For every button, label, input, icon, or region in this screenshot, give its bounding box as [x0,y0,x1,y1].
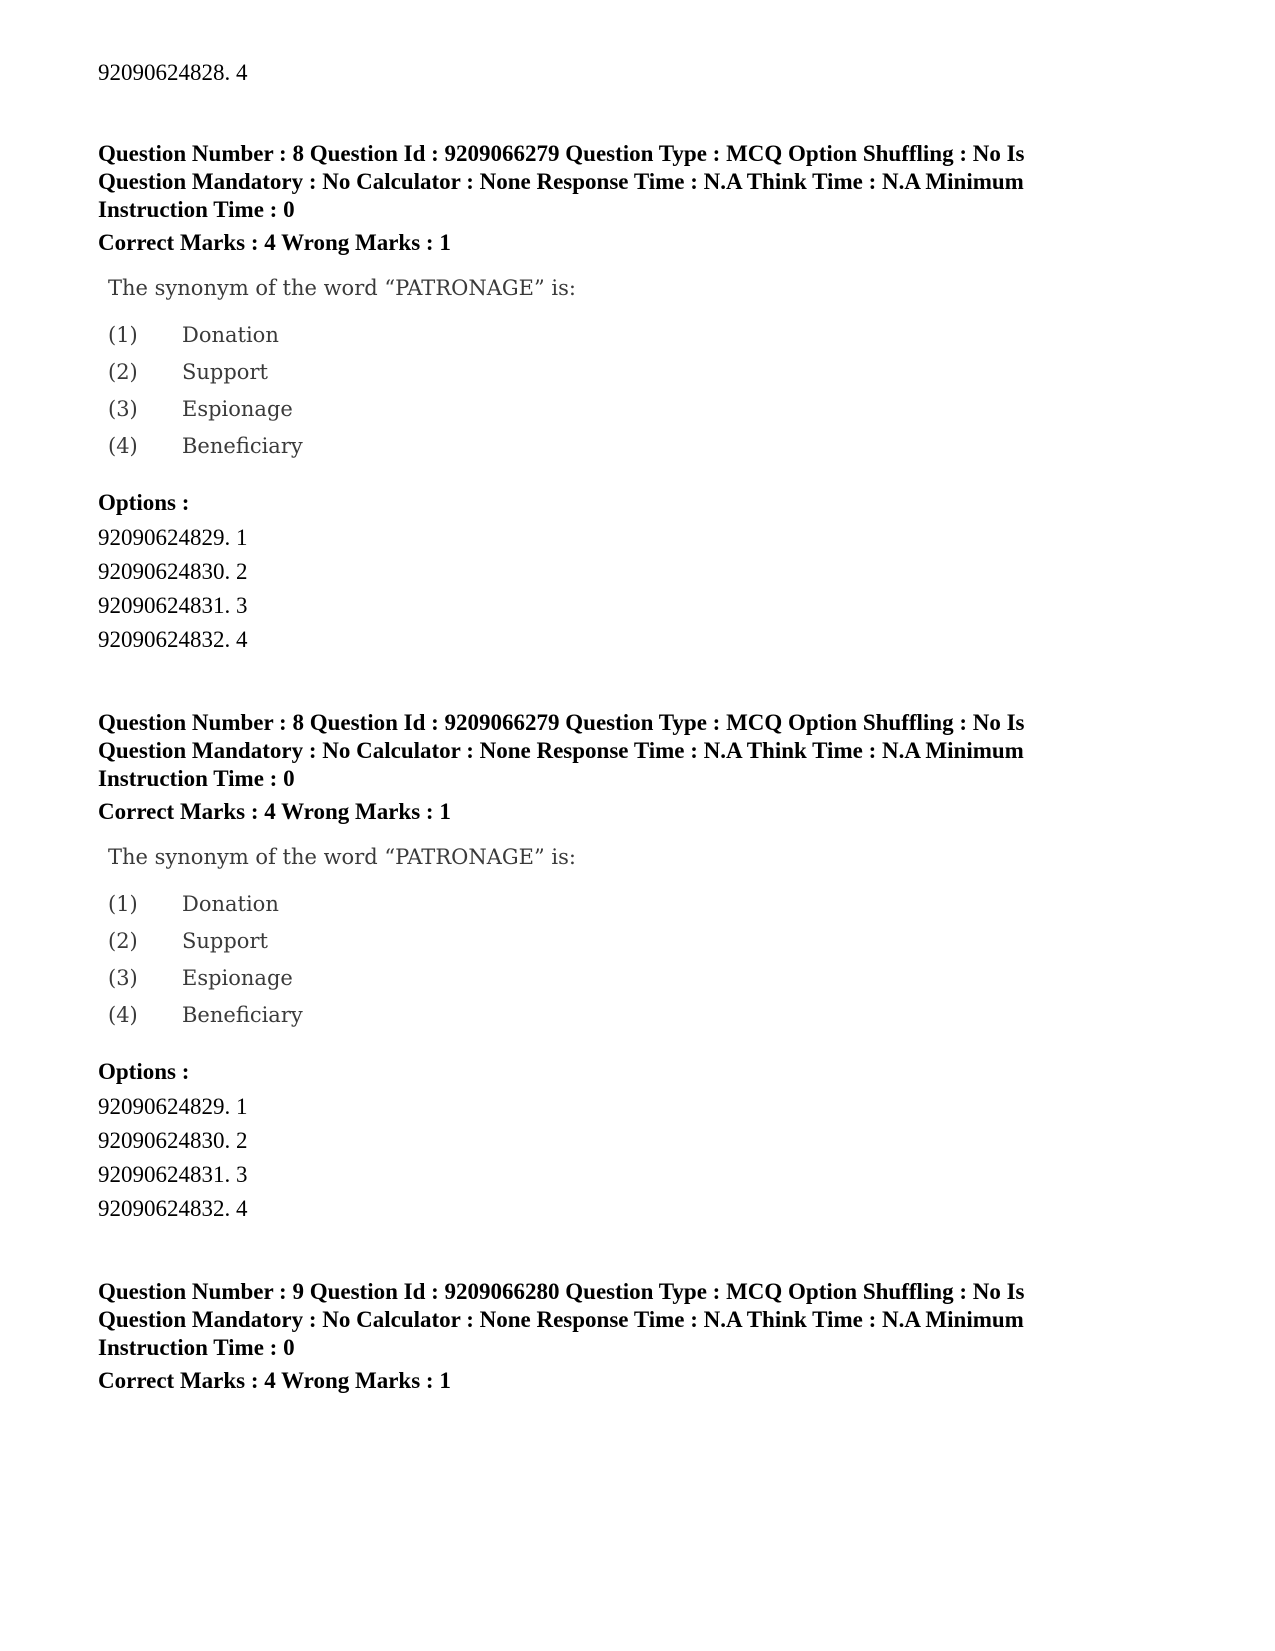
answer-choice [108,359,268,385]
answer-choice [108,433,303,459]
header-line: Question Mandatory : No Calculator : None Response Time : N.A Think Time : N.A Minimum [98,169,1024,194]
choice-number: (2) [108,929,138,953]
choice-text: Support [182,929,268,953]
header-line: Question Number : 8 Question Id : 9209066279 Question Type : MCQ Option Shuffling : No Is [98,141,1025,166]
answer-choice [108,965,293,991]
answer-choice [108,1002,303,1028]
answer-choice [108,396,293,422]
marks-line: Correct Marks : 4 Wrong Marks : 1 [98,799,451,824]
header-line: Question Number : 8 Question Id : 9209066279 Question Type : MCQ Option Shuffling : No Is [98,710,1025,735]
choice-number: (1) [108,892,138,916]
choice-text: Donation [182,323,279,347]
choice-text: Beneficiary [182,434,303,458]
choice-text: Espionage [182,397,293,421]
marks-line: Correct Marks : 4 Wrong Marks : 1 [98,230,451,255]
choice-number: (4) [108,1003,138,1027]
answer-choice [108,928,268,954]
choice-number: (3) [108,966,138,990]
choice-text: Espionage [182,966,293,990]
option-item: 92090624829. 1 [98,525,248,550]
choice-text: Beneficiary [182,1003,303,1027]
choice-number: (2) [108,360,138,384]
choice-text: Donation [182,892,279,916]
header-line: Question Number : 9 Question Id : 9209066280 Question Type : MCQ Option Shuffling : No Is [98,1279,1025,1304]
option-item: 92090624832. 4 [98,1196,248,1221]
option-item: 92090624832. 4 [98,627,248,652]
choice-text: Support [182,360,268,384]
header-line: Instruction Time : 0 [98,766,295,791]
option-item: 92090624830. 2 [98,559,248,584]
question-header [98,709,1108,793]
option-item: 92090624829. 1 [98,1094,248,1119]
question-header [98,1278,1108,1362]
answer-choice [108,891,279,917]
question-text: The synonym of the word “PATRONAGE” is: [108,276,576,300]
answer-choice [108,322,279,348]
marks-line: Correct Marks : 4 Wrong Marks : 1 [98,1368,451,1393]
options-label: Options : [98,490,190,515]
options-label: Options : [98,1059,190,1084]
option-item: 92090624828. 4 [98,60,248,85]
header-line: Instruction Time : 0 [98,1335,295,1360]
header-line: Question Mandatory : No Calculator : None Response Time : N.A Think Time : N.A Minimum [98,738,1024,763]
question-header [98,140,1108,224]
choice-number: (3) [108,397,138,421]
option-item: 92090624830. 2 [98,1128,248,1153]
choice-number: (4) [108,434,138,458]
header-line: Instruction Time : 0 [98,197,295,222]
header-line: Question Mandatory : No Calculator : None Response Time : N.A Think Time : N.A Minimum [98,1307,1024,1332]
option-item: 92090624831. 3 [98,593,248,618]
question-text: The synonym of the word “PATRONAGE” is: [108,845,576,869]
option-item: 92090624831. 3 [98,1162,248,1187]
choice-number: (1) [108,323,138,347]
